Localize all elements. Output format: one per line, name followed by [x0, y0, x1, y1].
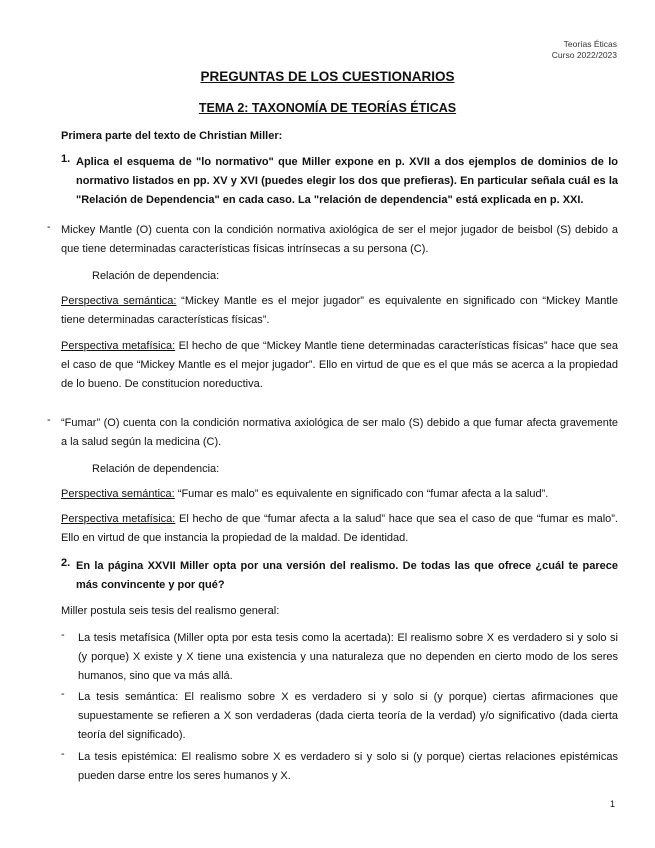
bullet-dash: -: [47, 221, 51, 233]
example-1-text: Mickey Mantle (O) cuenta con la condición normativa axiológica de ser el mejor jugador de beisbol (S) debido a que tiene determinadas características físicas intrínsecas a su persona (C).: [61, 224, 618, 255]
question-2-text: En la página XXVII Miller opta por una versión del realismo. De todas las que ofrece ¿cuál te parece más convincente y por qué?: [76, 560, 618, 591]
bullet-dash: -: [61, 688, 65, 700]
question-1-number: 1.: [61, 153, 71, 165]
example-1-metaphysical: [61, 337, 618, 394]
bullet-dash: -: [61, 748, 65, 760]
page-title: PREGUNTAS DE LOS CUESTIONARIOS: [200, 69, 455, 84]
question-2-number: 2.: [61, 557, 71, 569]
part-heading: Primera parte del texto de Christian Miller:: [61, 130, 283, 142]
example-2-text: “Fumar” (O) cuenta con la condición normativa axiológica de ser malo (S) debido a que fumar afecta gravemente a la salud según la medicina (C).: [61, 417, 618, 448]
semantic-text: “Mickey Mantle es el mejor jugador” es equivalente en significado con “Mickey Mantle tiene determinadas características físicas”.: [61, 295, 618, 326]
thesis-epistemic: La tesis epistémica: El realismo sobre X es verdadero si y solo si (y porque) ciertas relaciones epistémicas pueden darse entre los seres humanos y X.: [78, 751, 618, 782]
example-2-metaphysical: [61, 510, 618, 548]
page-number: 1: [609, 799, 615, 809]
header-course: Curso 2022/2023: [551, 50, 617, 60]
example-2-semantic: [61, 485, 618, 504]
thesis-semantic: La tesis semántica: El realismo sobre X es verdadero si y solo si (y porque) ciertas afirmaciones que supuestamente se refieren a X son verdaderas (dada cierta teoría de la verdad) y/o significativo (dada cierta teoría del significado).: [78, 691, 618, 741]
semantic-text: “Fumar es malo” es equivalente en significado con “fumar afecta a la salud”.: [174, 488, 549, 500]
example-2-relation-label: Relación de dependencia:: [92, 463, 220, 475]
metaphysical-label: Perspectiva metafísica:: [61, 513, 176, 525]
thesis-metaphysical: La tesis metafísica (Miller opta por esta tesis como la acertada): El realismo sobre X es verdadero si y solo si (y porque) X existe y X tiene una existencia y una naturaleza que no dependen en cierto modo de los seres humanos, sino que va más allá.: [78, 632, 618, 682]
example-1-semantic: [61, 292, 618, 330]
bullet-dash: -: [47, 414, 51, 426]
page-subtitle: TEMA 2: TAXONOMÍA DE TEORÍAS ÉTICAS: [198, 101, 457, 115]
metaphysical-text: El hecho de que “fumar afecta a la salud” hace que sea el caso de que “fumar es malo”. Ello en virtud de que instancia la propiedad de la maldad. De identidad.: [61, 513, 618, 544]
metaphysical-label: Perspectiva metafísica:: [61, 340, 176, 352]
metaphysical-text: El hecho de que “Mickey Mantle tiene determinadas características físicas” hace que sea el caso de que “Mickey Mantle es el mejor jugador”. Ello en virtud de que es el que más se acerca a la propiedad de lo bueno. De constitucion noreductiva.: [61, 340, 618, 390]
question-1-text: Aplica el esquema de "lo normativo" que Miller expone en p. XVII a dos ejemplos de dominios de lo normativo listados en pp. XV y XVI (puedes elegir los dos que prefieras). En particular señala cuál es la "Relación de Dependencia" en cada caso. La "relación de dependencia" está explicada en p. XXI.: [76, 156, 618, 206]
semantic-label: Perspectiva semántica:: [61, 488, 175, 500]
theses-intro: Miller postula seis tesis del realismo general:: [61, 605, 280, 617]
header-subject: Teorías Éticas: [563, 39, 617, 49]
bullet-dash: -: [61, 629, 65, 641]
example-1-relation-label: Relación de dependencia:: [92, 270, 220, 282]
semantic-label: Perspectiva semántica:: [61, 295, 177, 307]
